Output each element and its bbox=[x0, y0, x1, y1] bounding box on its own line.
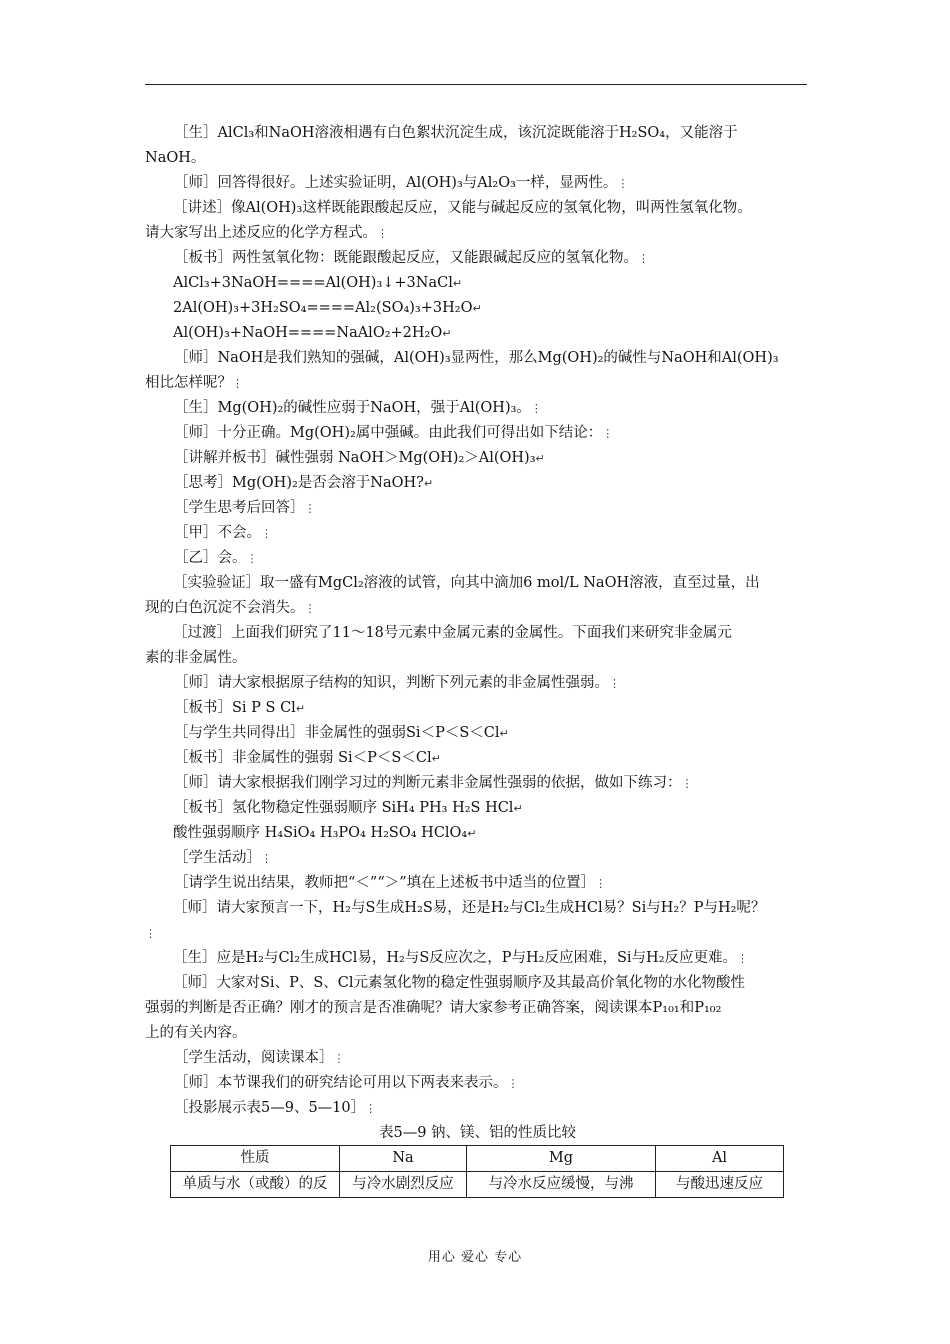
paragraph-mark-icon: ⋮ bbox=[377, 227, 388, 240]
paragraph: ［讲解并板书］碱性强弱 NaOH＞Mg(OH)₂＞Al(OH)₃↵ bbox=[174, 450, 545, 466]
paragraph-cont: 相比怎样呢？⋮ bbox=[145, 375, 243, 391]
table-header-cell: Mg bbox=[467, 1146, 656, 1172]
paragraph: ［学生活动］⋮ bbox=[174, 850, 272, 866]
paragraph-cont: 强弱的判断是否正确？刚才的预言是否准确呢？请大家参考正确答案，阅读课本P₁₀₁和P₁₀₂ bbox=[145, 1000, 722, 1016]
paragraph-mark-icon: ⋮ bbox=[507, 1077, 519, 1090]
paragraph: ［实验验证］取一盛有MgCl₂溶液的试管，向其中滴加6 mol/L NaOH溶液，直至过量，出 bbox=[173, 575, 760, 591]
paragraph-mark-icon: ⋮ bbox=[333, 1052, 345, 1065]
table-header-cell: Al bbox=[656, 1146, 784, 1172]
paragraph: ［师］NaOH是我们熟知的强碱，Al(OH)₃显两性，那么Mg(OH)₂的碱性与NaOH和Al(OH)₃ bbox=[174, 350, 779, 366]
line-break-icon: ↵ bbox=[431, 752, 441, 765]
paragraph-mark-icon: ⋮ bbox=[530, 402, 542, 415]
line-break-icon: ↵ bbox=[535, 452, 545, 465]
table-cell: 单质与水（或酸）的反 bbox=[171, 1172, 340, 1198]
paragraph-cont: NaOH。 bbox=[145, 150, 206, 166]
line-break-icon: ↵ bbox=[452, 277, 463, 290]
paragraph: ［板书］氢化物稳定性强弱顺序 SiH₄ PH₃ H₂S HCl↵ bbox=[174, 800, 523, 816]
table-header-cell: 性质 bbox=[171, 1146, 340, 1172]
paragraph-cont bbox=[145, 921, 810, 946]
equation: Al(OH)₃+NaOH====NaAlO₂+2H₂O↵ bbox=[173, 325, 452, 341]
equation: 2Al(OH)₃+3H₂SO₄====Al₂(SO₄)₃+3H₂O↵ bbox=[173, 300, 482, 316]
paragraph: ［师］请大家预言一下，H₂与S生成H₂S易，还是H₂与Cl₂生成HCl易？Si与H₂？P与H₂呢？ bbox=[173, 900, 766, 916]
paragraph: ［板书］Si P S Cl↵ bbox=[174, 700, 306, 716]
document-body bbox=[145, 121, 810, 1198]
paragraph: ［师］十分正确。Mg(OH)₂属中强碱。由此我们可得出如下结论：⋮ bbox=[174, 425, 614, 441]
paragraph: ［讲述］像Al(OH)₃这样既能跟酸起反应，又能与碱起反应的氢氧化物，叫两性氢氧化物。 bbox=[173, 200, 752, 216]
paragraph: ［请学生说出结果，教师把“＜”“＞”填在上述板书中适当的位置］⋮ bbox=[174, 875, 607, 891]
paragraph: ［甲］不会。⋮ bbox=[174, 525, 272, 541]
line-break-icon: ↵ bbox=[499, 727, 509, 740]
paragraph-mark-icon: ⋮ bbox=[638, 252, 649, 265]
paragraph-cont: 上的有关内容。 bbox=[145, 1025, 247, 1041]
paragraph-mark-icon: ⋮ bbox=[609, 677, 620, 690]
paragraph-cont: 请大家写出上述反应的化学方程式。⋮ bbox=[145, 225, 388, 241]
paragraph: ［师］大家对Si、P、S、Cl元素氢化物的稳定性强弱顺序及其最高价氧化物的水化物酸性 bbox=[173, 975, 745, 991]
paragraph: ［投影展示表5—9、5—10］⋮ bbox=[174, 1100, 377, 1116]
table-header-row bbox=[171, 1146, 784, 1172]
paragraph-mark-icon: ⋮ bbox=[365, 1102, 377, 1115]
table-header-cell: Na bbox=[340, 1146, 467, 1172]
paragraph: ［生］AlCl₃和NaOH溶液相遇有白色絮状沉淀生成，该沉淀既能溶于H₂SO₄，又能溶于 bbox=[174, 125, 738, 141]
equation: AlCl₃+3NaOH====Al(OH)₃↓+3NaCl↵ bbox=[173, 275, 463, 291]
paragraph: ［师］请大家根据我们刚学习过的判断元素非金属性强弱的依据，做如下练习：⋮ bbox=[174, 775, 693, 791]
paragraph: 酸性强弱顺序 H₄SiO₄ H₃PO₄ H₂SO₄ HClO₄↵ bbox=[173, 825, 477, 841]
paragraph-mark-icon: ⋮ bbox=[246, 552, 258, 565]
paragraph-mark-icon: ⋮ bbox=[304, 602, 316, 615]
paragraph: ［师］本节课我们的研究结论可用以下两表来表示。⋮ bbox=[174, 1075, 519, 1091]
paragraph-mark-icon: ⋮ bbox=[617, 177, 629, 190]
header-rule bbox=[145, 84, 807, 85]
table-row bbox=[171, 1172, 784, 1198]
paragraph-mark-icon: ⋮ bbox=[261, 527, 272, 540]
paragraph-mark-icon: ⋮ bbox=[737, 952, 749, 965]
page-footer: 用心 爱心 专心 bbox=[427, 1250, 523, 1265]
paragraph: ［学生活动，阅读课本］⋮ bbox=[174, 1050, 345, 1066]
paragraph: ［思考］Mg(OH)₂是否会溶于NaOH?↵ bbox=[174, 475, 434, 491]
comparison-table bbox=[170, 1145, 784, 1198]
paragraph-mark-icon: ⋮ bbox=[681, 777, 693, 790]
paragraph-cont: 现的白色沉淀不会消失。⋮ bbox=[145, 600, 316, 616]
table-cell: 与冷水剧烈反应 bbox=[340, 1172, 467, 1198]
line-break-icon: ↵ bbox=[442, 327, 452, 340]
table-caption: 表5—9 钠、镁、铝的性质比较 bbox=[378, 1125, 577, 1141]
paragraph: ［与学生共同得出］非金属性的强弱Si＜P＜S＜Cl↵ bbox=[174, 725, 509, 741]
paragraph: ［生］Mg(OH)₂的碱性应弱于NaOH，强于Al(OH)₃。⋮ bbox=[174, 400, 542, 416]
paragraph: ［师］回答得很好。上述实验证明，Al(OH)₃与Al₂O₃一样，显两性。⋮ bbox=[174, 175, 629, 191]
paragraph-mark-icon: ⋮ bbox=[595, 877, 607, 890]
paragraph-mark-icon: ⋮ bbox=[261, 852, 272, 865]
paragraph: ［板书］非金属性的强弱 Si＜P＜S＜Cl↵ bbox=[174, 750, 441, 766]
line-break-icon: ↵ bbox=[423, 477, 434, 490]
paragraph: ［师］请大家根据原子结构的知识，判断下列元素的非金属性强弱。⋮ bbox=[174, 675, 620, 691]
paragraph: ［乙］会。⋮ bbox=[174, 550, 258, 566]
line-break-icon: ↵ bbox=[467, 827, 477, 840]
paragraph-cont: 素的非金属性。 bbox=[145, 650, 247, 666]
line-break-icon: ↵ bbox=[513, 802, 523, 815]
paragraph: ［学生思考后回答］⋮ bbox=[174, 500, 316, 516]
table-cell: 与酸迅速反应 bbox=[656, 1172, 784, 1198]
paragraph-mark-icon: ⋮ bbox=[232, 377, 243, 390]
paragraph: ［生］应是H₂与Cl₂生成HCl易，H₂与S反应次之，P与H₂反应困难，Si与H₂反应更难。⋮ bbox=[173, 950, 749, 966]
paragraph: ［过渡］上面我们研究了11～18号元素中金属元素的金属性。下面我们来研究非金属元 bbox=[173, 625, 732, 641]
paragraph: ［板书］两性氢氧化物：既能跟酸起反应，又能跟碱起反应的氢氧化物。⋮ bbox=[174, 250, 649, 266]
line-break-icon: ↵ bbox=[295, 702, 306, 715]
line-break-icon: ↵ bbox=[472, 302, 482, 315]
paragraph-mark-icon: ⋮ bbox=[304, 502, 316, 515]
table-cell: 与冷水反应缓慢，与沸 bbox=[467, 1172, 656, 1198]
paragraph-mark-icon: ⋮ bbox=[602, 427, 614, 440]
paragraph-mark-icon: ⋮ bbox=[145, 927, 156, 940]
